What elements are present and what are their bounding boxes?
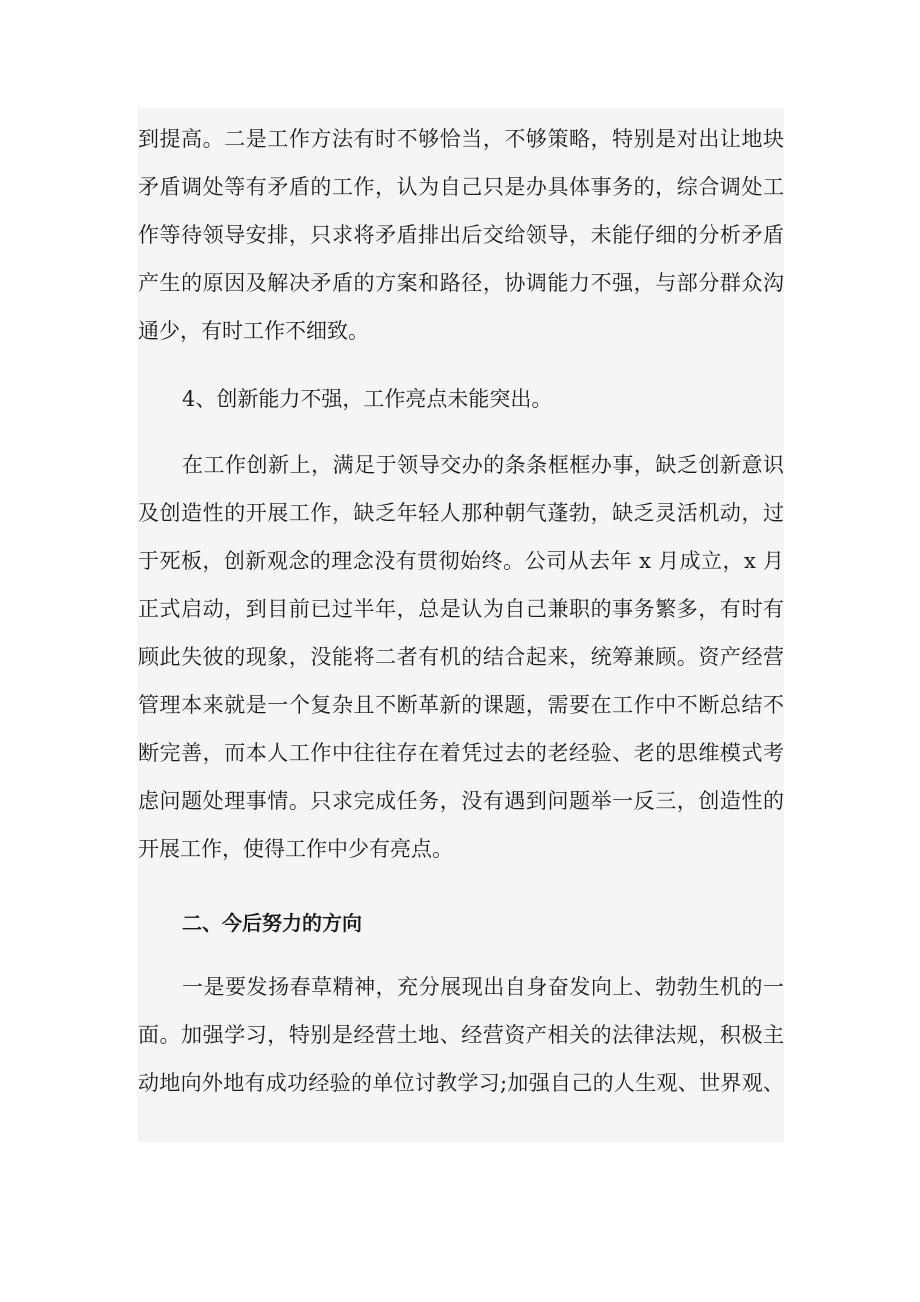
paragraph-line: 一是要发扬春草精神，充分展现出自身奋发向上、勃勃生机的一 [182,975,784,999]
section-heading: 二、今后努力的方向 [182,911,362,935]
paragraph-line: 通少，有时工作不细致。 [138,319,369,343]
paragraph-line: 矛盾调处等有矛盾的工作，认为自己只是办具体事务的，综合调处工 [138,175,784,199]
paragraph-line: 及创造性的开展工作，缺乏年轻人那种朝气蓬勃，缺乏灵活机动，过 [138,501,784,525]
paragraph-line: 开展工作，使得工作中少有亮点。 [138,837,453,861]
paragraph-line: 动地向外地有成功经验的单位讨教学习;加强自己的人生观、世界观、 [138,1071,784,1095]
paragraph-line: 到提高。二是工作方法有时不够恰当，不够策略，特别是对出让地块 [138,127,784,151]
paragraph-line: 于死板，创新观念的理念没有贯彻始终。公司从去年 x 月成立，x 月 [138,549,784,573]
paragraph-line: 断完善，而本人工作中往往存在着凭过去的老经验、老的思维模式考 [138,741,784,765]
paragraph-line: 管理本来就是一个复杂且不断革新的课题，需要在工作中不断总结不 [138,693,784,717]
document-text-area [138,108,784,1142]
paragraph-line: 顾此失彼的现象，没能将二者有机的结合起来，统筹兼顾。资产经营 [138,645,784,669]
section-item-heading: 4、创新能力不强，工作亮点未能突出。 [182,387,553,411]
paragraph-line: 产生的原因及解决矛盾的方案和路径，协调能力不强，与部分群众沟 [138,271,784,295]
paragraph-line: 作等待领导安排，只求将矛盾排出后交给领导，未能仔细的分析矛盾 [138,223,784,247]
paragraph-line: 在工作创新上，满足于领导交办的条条框框办事，缺乏创新意识 [182,453,784,477]
paragraph-line: 正式启动，到目前已过半年，总是认为自己兼职的事务繁多，有时有 [138,597,784,621]
paragraph-line: 面。加强学习，特别是经营土地、经营资产相关的法律法规，积极主 [138,1023,784,1047]
paragraph-line: 虑问题处理事情。只求完成任务，没有遇到问题举一反三，创造性的 [138,789,784,813]
